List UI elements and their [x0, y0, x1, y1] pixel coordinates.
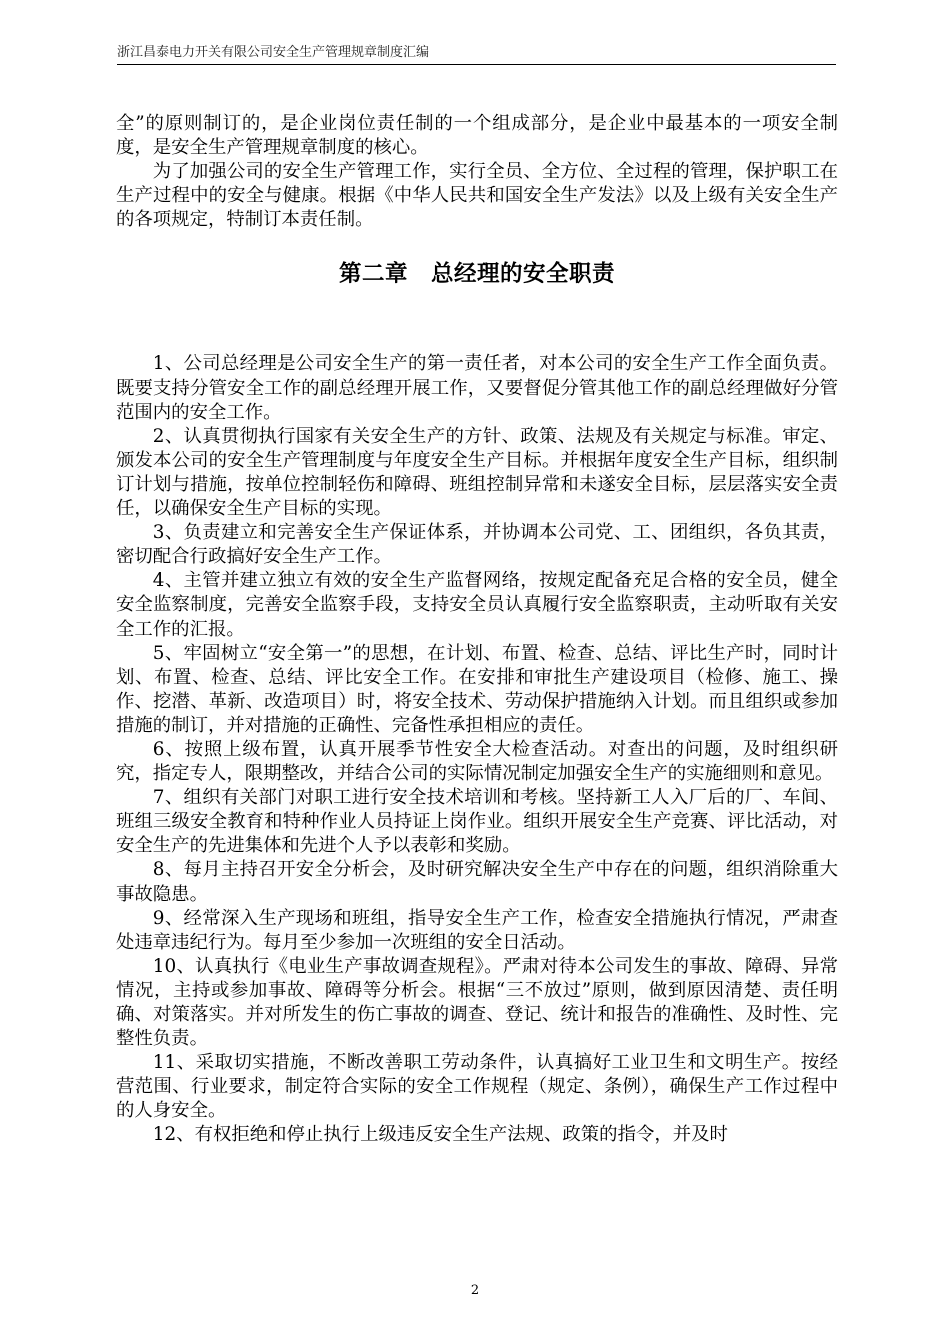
duty-item-1: 1、公司总经理是公司安全生产的第一责任者，对本公司的安全生产工作全面负责。既要支持分管安全工作的副总经理开展工作，又要督促分管其他工作的副总经理做好分管范围内的安全工作。 [116, 353, 838, 423]
intro-paragraph-2: 为了加强公司的安全生产管理工作，实行全员、全方位、全过程的管理，保护职工在生产过程中的安全与健康。根据《中华人民共和国安全生产发法》以及上级有关安全生产的各项规定，特制订本责任制。 [116, 161, 838, 231]
duty-item-8: 8、每月主持召开安全分析会，及时研究解决安全生产中存在的问题，组织消除重大事故隐患。 [116, 859, 838, 905]
document-body [116, 112, 838, 1148]
intro-paragraph-1: 全”的原则制订的，是企业岗位责任制的一个组成部分，是企业中最基本的一项安全制度，是安全生产管理规章制度的核心。 [116, 113, 838, 159]
duty-item-9: 9、经常深入生产现场和班组，指导安全生产工作，检查安全措施执行情况，严肃查处违章违纪行为。每月至少参加一次班组的安全日活动。 [116, 907, 838, 953]
duty-item-4: 4、主管并建立独立有效的安全生产监督网络，按规定配备充足合格的安全员，健全安全监察制度，完善安全监察手段，支持安全员认真履行安全监察职责，主动听取有关安全工作的汇报。 [116, 570, 838, 640]
duty-item-12: 12、有权拒绝和停止执行上级违反安全生产法规、政策的指令，并及时 [152, 1124, 728, 1146]
page-number: 2 [470, 1283, 480, 1298]
duty-item-3: 3、负责建立和完善安全生产保证体系，并协调本公司党、工、团组织，各负其责，密切配合行政搞好安全生产工作。 [116, 522, 838, 568]
duty-item-5: 5、牢固树立“安全第一”的思想，在计划、布置、检查、总结、评比生产时，同时计划、布置、检查、总结、评比安全工作。在安排和审批生产建设项目（检修、施工、操作、挖潜、革新、改造项目）时，将安全技术、劳动保护措施纳入计划。而且组织或参加措施的制订，并对措施的正确性、完备性承担相应的责任。 [116, 642, 838, 736]
chapter-heading: 第二章 总经理的安全职责 [338, 261, 615, 288]
duty-item-7: 7、组织有关部门对职工进行安全技术培训和考核。坚持新工人入厂后的厂、车间、班组三级安全教育和特种作业人员持证上岗作业。组织开展安全生产竞赛、评比活动，对安全生产的先进集体和先进个人予以表彰和奖励。 [116, 787, 838, 857]
running-header: 浙江昌泰电力开关有限公司安全生产管理规章制度汇编 [117, 44, 836, 65]
duty-item-10: 10、认真执行《电业生产事故调查规程》。严肃对待本公司发生的事故、障碍、异常情况，主持或参加事故、障碍等分析会。根据“三不放过”原则，做到原因清楚、责任明确、对策落实。并对所发生的伤亡事故的调查、登记、统计和报告的准确性、及时性、完整性负责。 [116, 955, 838, 1050]
duty-item-11: 11、采取切实措施，不断改善职工劳动条件，认真搞好工业卫生和文明生产。按经营范围、行业要求，制定符合实际的安全工作规程（规定、条例），确保生产工作过程中的人身安全。 [116, 1052, 838, 1122]
duty-item-2: 2、认真贯彻执行国家有关安全生产的方针、政策、法规及有关规定与标准。审定、颁发本公司的安全生产管理制度与年度安全生产目标。并根据年度安全生产目标，组织制订计划与措施，按单位控制轻伤和障碍、班组控制异常和未遂安全目标，层层落实安全责任，以确保安全生产目标的实现。 [116, 425, 838, 520]
duty-item-6: 6、按照上级布置，认真开展季节性安全大检查活动。对查出的问题，及时组织研究，指定专人，限期整改，并结合公司的实际情况制定加强安全生产的实施细则和意见。 [116, 738, 838, 785]
